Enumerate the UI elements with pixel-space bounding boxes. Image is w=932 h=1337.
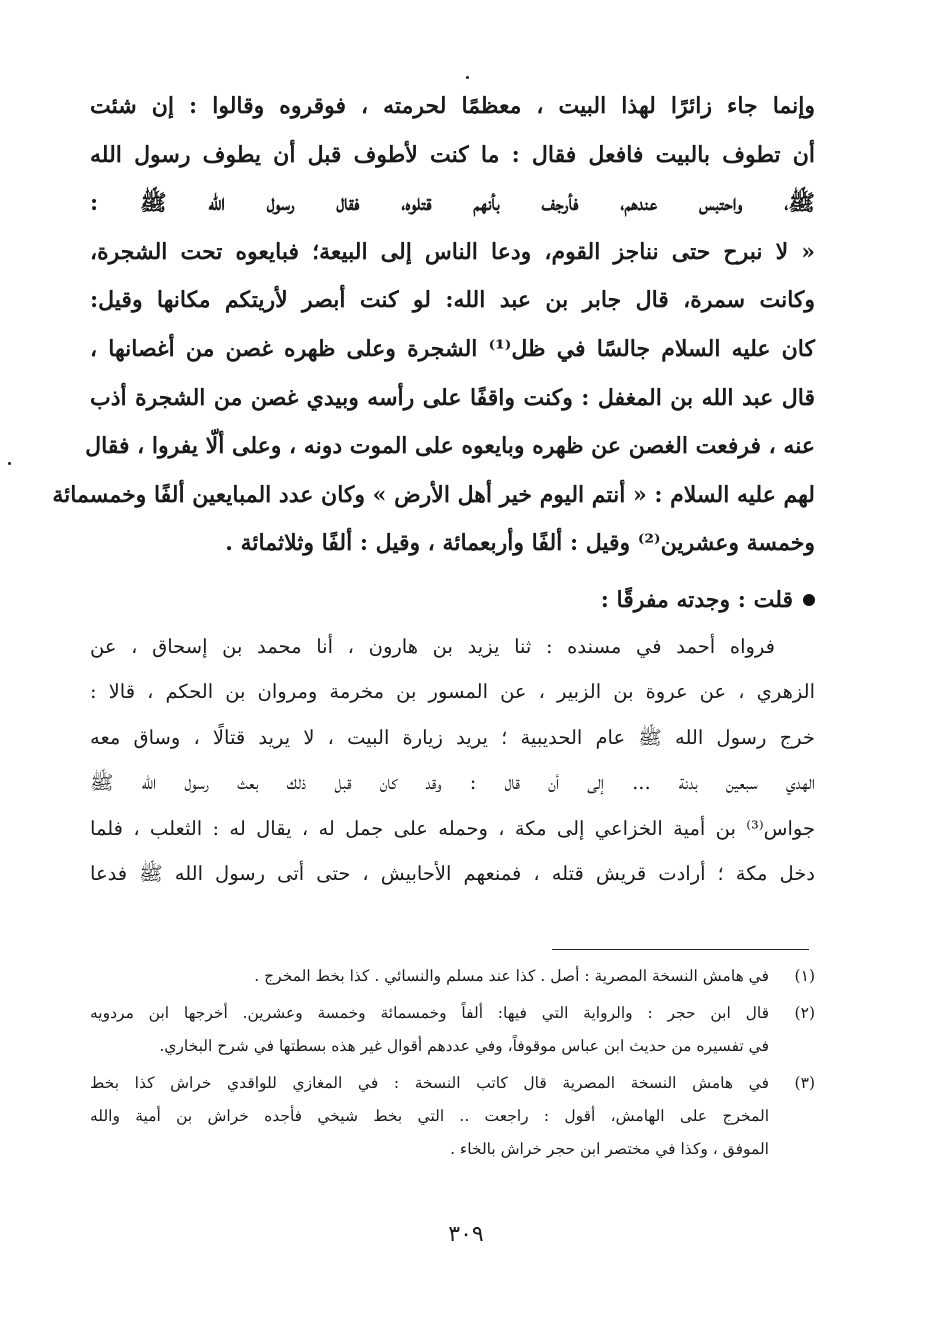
text-line: « لا نبرح حتى نناجز القوم، ودعا الناس إلى البيعة؛ فبايعوه تحت الشجرة، <box>90 238 815 265</box>
footnote-line: الموفق ، وكذا في مختصر ابن حجر خراش بالخاء . <box>450 1140 769 1158</box>
section-heading <box>90 576 815 624</box>
text-line: الهدي سبعين بدنة ... إلى أن قال : وقد كان قبل ذلك بعث رسول الله ﷺ <box>90 771 815 795</box>
main-text <box>52 82 815 897</box>
footnote-line: في تفسيره من حديث ابن عباس موقوفاً، وفي عددهم أقوال غير هذه بسطتها في شرح البخاري. <box>159 1037 769 1055</box>
text-line: ﷺ، واحتبس عندهم، فأرجف بأنهم قتلوه، فقال رسول الله ﷺ : <box>90 190 815 217</box>
footnote-line: في هامش النسخة المصرية : أصل . كذا عند مسلم والنسائي . كذا بخط المخرج . <box>254 967 769 985</box>
footnote-body <box>90 1067 769 1166</box>
footnote-line: المخرج على الهامش، أقول : راجعت .. التي بخط شيخي فأجده خراش بن أمية والله <box>90 1107 769 1125</box>
quote-paragraph <box>90 624 815 897</box>
text-line: خرج رسول الله ﷺ عام الحديبية ؛ يريد زيارة البيت ، لا يريد قتالًا ، وساق معه <box>90 725 815 749</box>
text-line: وخمسة وعشرين⁽²⁾ وقيل : ألفًا وأربعمائة ، وقيل : ألفًا وثلاثمائة . <box>225 530 815 557</box>
text-line: الزهري ، عن عروة بن الزبير ، عن المسور بن مخرمة ومروان بن الحكم ، قالا : <box>90 680 815 704</box>
footnote-divider <box>552 949 809 950</box>
text-line: وكانت سمرة، قال جابر بن عبد الله: لو كنت أبصر لأريتكم مكانها وقيل: <box>90 287 815 314</box>
text-line: عنه ، فرفعت الغصن عن ظهره وبايعوه على الموت دونه ، وعلى ألّا يفروا ، فقال <box>85 433 815 460</box>
text-line: أن تطوف بالبيت فافعل فقال : ما كنت لأطوف قبل أن يطوف رسول الله <box>90 141 815 168</box>
footnote-body <box>90 960 769 993</box>
footnote-1 <box>90 960 815 993</box>
bullet-icon <box>803 594 815 606</box>
text-line: وإنما جاء زائرًا لهذا البيت ، معظمًا لحرمته ، فوقروه وقالوا : إن شئت <box>90 93 815 119</box>
scan-speck <box>8 462 11 465</box>
footnotes <box>90 960 815 1170</box>
footnote-number: (٢) <box>794 1004 815 1022</box>
page-number: ٣٠٩ <box>448 1222 484 1247</box>
footnote-number: (٣) <box>794 1074 815 1092</box>
footnote-3 <box>90 1067 815 1166</box>
heading-text: قلت : وجدته مفرقًا : <box>600 586 793 613</box>
text-line: قال عبد الله بن المغفل : وكنت واقفًا على رأسه وبيدي غصن من الشجرة أذب <box>90 384 815 411</box>
text-line: جواس⁽³⁾ بن أمية الخزاعي إلى مكة ، وحمله على جمل له ، يقال له : الثعلب ، فلما <box>90 816 815 840</box>
footnote-line: في هامش النسخة المصرية قال كاتب النسخة : في المغازي للواقدي خراش كذا بخط <box>90 1074 769 1092</box>
footnote-2 <box>90 997 815 1063</box>
text-line: فرواه أحمد في مسنده : ثنا يزيد بن هارون ، أنا محمد بن إسحاق ، عن <box>90 634 775 658</box>
text-line: كان عليه السلام جالسًا في ظل⁽¹⁾ الشجرة وعلى ظهره غصن من أغصانها ، <box>90 335 815 362</box>
footnote-number: (١) <box>794 967 815 985</box>
text-line: دخل مكة ؛ أرادت قريش قتله ، فمنعهم الأحابيش ، حتى أتى رسول الله ﷺ فدعا <box>90 862 815 886</box>
footnote-line: قال ابن حجر : والرواية التي فيها: ألفاً وخمسمائة وخمسة وعشرين. أخرجها ابن مردويه <box>90 1004 769 1022</box>
body-paragraph <box>52 82 815 568</box>
footnote-body <box>90 997 769 1063</box>
text-line: لهم عليه السلام : « أنتم اليوم خير أهل الأرض » وكان عدد المبايعين ألفًا وخمسمائة <box>52 481 815 508</box>
scan-speck <box>466 76 469 79</box>
